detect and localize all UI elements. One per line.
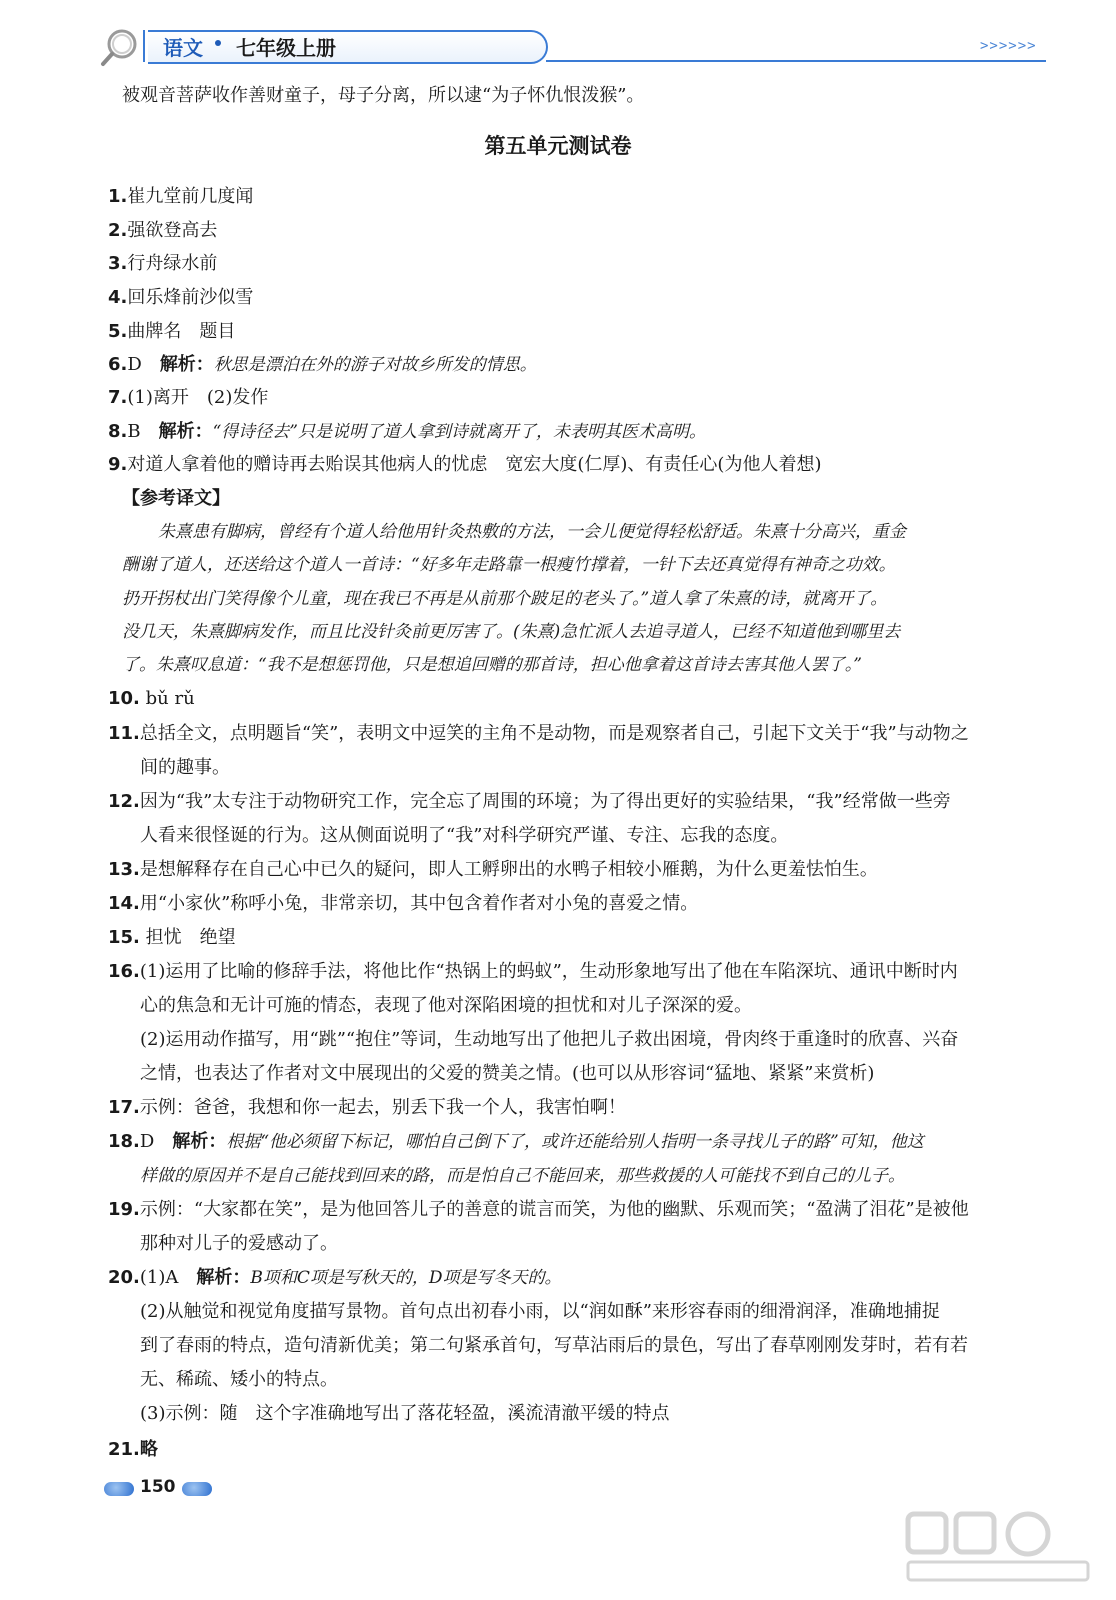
answer-2 (108, 219, 217, 243)
translation-line: 没几天，朱熹脚病发作，而且比没针灸前更厉害了。(朱熹)急忙派人去追寻道人，已经不知道他到哪里去 (122, 622, 901, 642)
answer-11 (108, 722, 969, 746)
answer-number: 16. (108, 961, 140, 982)
answer-4 (108, 286, 253, 310)
answer-12 (108, 790, 951, 814)
answer-16-cont: 心的焦急和无计可施的情态，表现了他对深陷困境的担忧和对儿子深深的爱。 (140, 995, 752, 1016)
header-book-title: 七年级上册 (236, 36, 336, 60)
answer-number: 9. (108, 454, 128, 475)
answer-text: 行舟绿水前 (127, 253, 218, 274)
answer-18-cont: 样做的原因并不是自己能找到回来的路，而是怕自己不能回来，那些救援的人可能找不到自己的儿子。 (140, 1166, 905, 1186)
answer-3 (108, 252, 217, 276)
answer-19-cont: 那种对儿子的爱感动了。 (140, 1233, 338, 1254)
header-tab (148, 30, 548, 64)
answer-text: 略 (139, 1439, 158, 1460)
answer-text: bǔ rǔ (145, 688, 195, 709)
answer-16 (108, 960, 958, 984)
answer-8 (108, 420, 706, 444)
analysis-label: 解析： (158, 421, 213, 442)
answer-text: 对道人拿着他的赠诗再去贻误其他病人的忧虑 宽宏大度(仁厚)、有责任心(为他人着想) (127, 454, 822, 475)
answer-9 (108, 453, 821, 477)
answer-5 (108, 320, 235, 344)
answer-13 (108, 858, 878, 882)
answer-12-cont: 人看来很怪诞的行为。这从侧面说明了“我”对科学研究严谨、专注、忘我的态度。 (140, 825, 789, 846)
answer-text: 因为“我”太专注于动物研究工作，完全忘了周围的环境；为了得出更好的实验结果，“我”经常做一些旁 (139, 791, 951, 812)
answer-16-part2: (2)运用动作描写，用“跳”“抱住”等词，生动地写出了他把儿子救出困境，骨肉终于重逢时的欣喜、兴奋 (140, 1029, 959, 1050)
translation-line: 了。朱熹叹息道：“我不是想惩罚他，只是想追回赠的那首诗，担心他拿着这首诗去害其他人罢了。” (122, 655, 862, 675)
answer-text: 曲牌名 题目 (127, 321, 236, 342)
answer-text: 回乐烽前沙似雪 (127, 287, 254, 308)
page-footer (104, 1474, 224, 1504)
answer-number: 12. (108, 791, 140, 812)
analysis-label: 解析： (159, 354, 214, 375)
answer-number: 5. (108, 321, 128, 342)
answer-choice: (1)A (139, 1267, 197, 1288)
answer-number: 20. (108, 1267, 140, 1288)
answer-20-part3: (3)示例：随 这个字准确地写出了落花轻盈，溪流清澈平缓的特点 (140, 1403, 670, 1424)
section-title: 第五单元测试卷 (484, 134, 632, 158)
translation-line: 扔开拐杖出门笑得像个儿童，现在我已不再是从前那个跛足的老头了。”道人拿了朱熹的诗，就离开了。 (122, 589, 888, 609)
answer-6 (108, 353, 537, 377)
translation-line: 酬谢了道人，还送给这个道人一首诗：“好多年走路靠一根瘦竹撑着，一针下去还真觉得有神奇之功效。 (122, 555, 896, 575)
answer-17 (108, 1096, 626, 1120)
answer-number: 18. (108, 1131, 140, 1152)
footer-pill-left-icon (104, 1482, 134, 1496)
answer-text: 示例：爸爸，我想和你一起去，别丢下我一个人，我害怕啊！ (139, 1097, 626, 1118)
answer-number: 4. (108, 287, 128, 308)
answer-text: 示例：“大家都在笑”，是为他回答儿子的善意的谎言而笑，为他的幽默、乐观而笑；“盈满了泪花”是被他 (139, 1199, 969, 1220)
answer-18 (108, 1130, 924, 1154)
answer-number: 1. (108, 186, 128, 207)
answer-15 (108, 926, 236, 950)
answer-text: 总括全文，点明题旨“笑”，表明文中逗笑的主角不是动物，而是观察者自己，引起下文关于“我”与动物之 (139, 723, 969, 744)
answer-20 (108, 1266, 562, 1290)
page-number: 150 (140, 1477, 176, 1497)
header-rule (546, 60, 1046, 62)
answer-number: 17. (108, 1097, 140, 1118)
answer-text: (1)离开 (2)发作 (127, 387, 269, 408)
answer-11-cont: 间的趣事。 (140, 757, 230, 778)
watermark-logo-icon (900, 1508, 1100, 1588)
answer-20-part2-cont: 到了春雨的特点，造句清新优美；第二句紧承首句，写草沾雨后的景色，写出了春草刚刚发芽时，若有若 (140, 1335, 968, 1356)
header-separator-dot (215, 40, 221, 46)
analysis-label: 解析： (196, 1267, 251, 1288)
answer-1 (108, 185, 253, 209)
intro-line: 被观音菩萨收作善财童子，母子分离，所以逮“为子怀仇恨泼猴”。 (122, 85, 645, 106)
answer-10 (108, 687, 195, 711)
answer-20-part2-cont: 无、稀疏、矮小的特点。 (140, 1369, 338, 1390)
answer-number: 3. (108, 253, 128, 274)
analysis-label: 解析： (172, 1131, 227, 1152)
answer-number: 6. (108, 354, 128, 375)
reference-translation-title (122, 487, 230, 511)
answer-choice: D (139, 1131, 173, 1152)
answer-text: 是想解释存在自己心中已久的疑问，即人工孵卵出的水鸭子相较小雁鹅，为什么更羞怯怕生。 (139, 859, 878, 880)
analysis-text: B项和C项是写秋天的，D项是写冬天的。 (250, 1268, 562, 1288)
answer-number: 21. (108, 1439, 140, 1460)
answer-21 (108, 1438, 158, 1462)
analysis-text: 秋思是漂泊在外的游子对故乡所发的情思。 (213, 355, 537, 375)
answer-7 (108, 386, 268, 410)
answer-text: 崔九堂前几度闻 (127, 186, 254, 207)
answer-number: 14. (108, 893, 140, 914)
reference-heading: 【参考译文】 (122, 488, 230, 509)
answer-20-part2: (2)从触觉和视觉角度描写景物。首句点出初春小雨，以“润如酥”来形容春雨的细滑润泽，准确地捕捉 (140, 1301, 940, 1322)
answer-text: (1)运用了比喻的修辞手法，将他比作“热锅上的蚂蚁”，生动形象地写出了他在车陷深坑、通讯中断时内 (139, 961, 958, 982)
analysis-text: 根据“他必须留下标记，哪怕自己倒下了，或许还能给别人指明一条寻找儿子的路”可知，他这 (226, 1132, 924, 1152)
answer-number: 8. (108, 421, 128, 442)
footer-pill-right-icon (182, 1482, 212, 1496)
answer-text: 担忧 绝望 (145, 927, 236, 948)
answer-number: 19. (108, 1199, 140, 1220)
answer-number: 7. (108, 387, 128, 408)
answer-number: 10. (108, 688, 140, 709)
translation-line: 朱熹患有脚病，曾经有个道人给他用针灸热敷的方法，一会儿便觉得轻松舒适。朱熹十分高兴，重金 (158, 522, 906, 542)
answer-16-part2-cont: 之情，也表达了作者对文中展现出的父爱的赞美之情。(也可以从形容词“猛地、紧紧”来赏析) (140, 1063, 875, 1084)
answer-14 (108, 892, 698, 916)
answer-19 (108, 1198, 969, 1222)
answer-choice: D (127, 354, 160, 375)
page-header (100, 26, 1060, 68)
answer-number: 2. (108, 220, 128, 241)
header-subject: 语文 (163, 36, 203, 60)
analysis-text: “得诗径去”只是说明了道人拿到诗就离开了，未表明其医术高明。 (212, 422, 706, 442)
answer-text: 用“小家伙”称呼小兔，非常亲切，其中包含着作者对小兔的喜爱之情。 (139, 893, 699, 914)
magnifier-icon (100, 26, 154, 70)
answer-choice: B (127, 421, 159, 442)
answer-number: 15. (108, 927, 140, 948)
answer-number: 13. (108, 859, 140, 880)
header-arrows-icon: >>>>>> (980, 38, 1037, 54)
answer-number: 11. (108, 723, 140, 744)
answer-text: 强欲登高去 (127, 220, 218, 241)
